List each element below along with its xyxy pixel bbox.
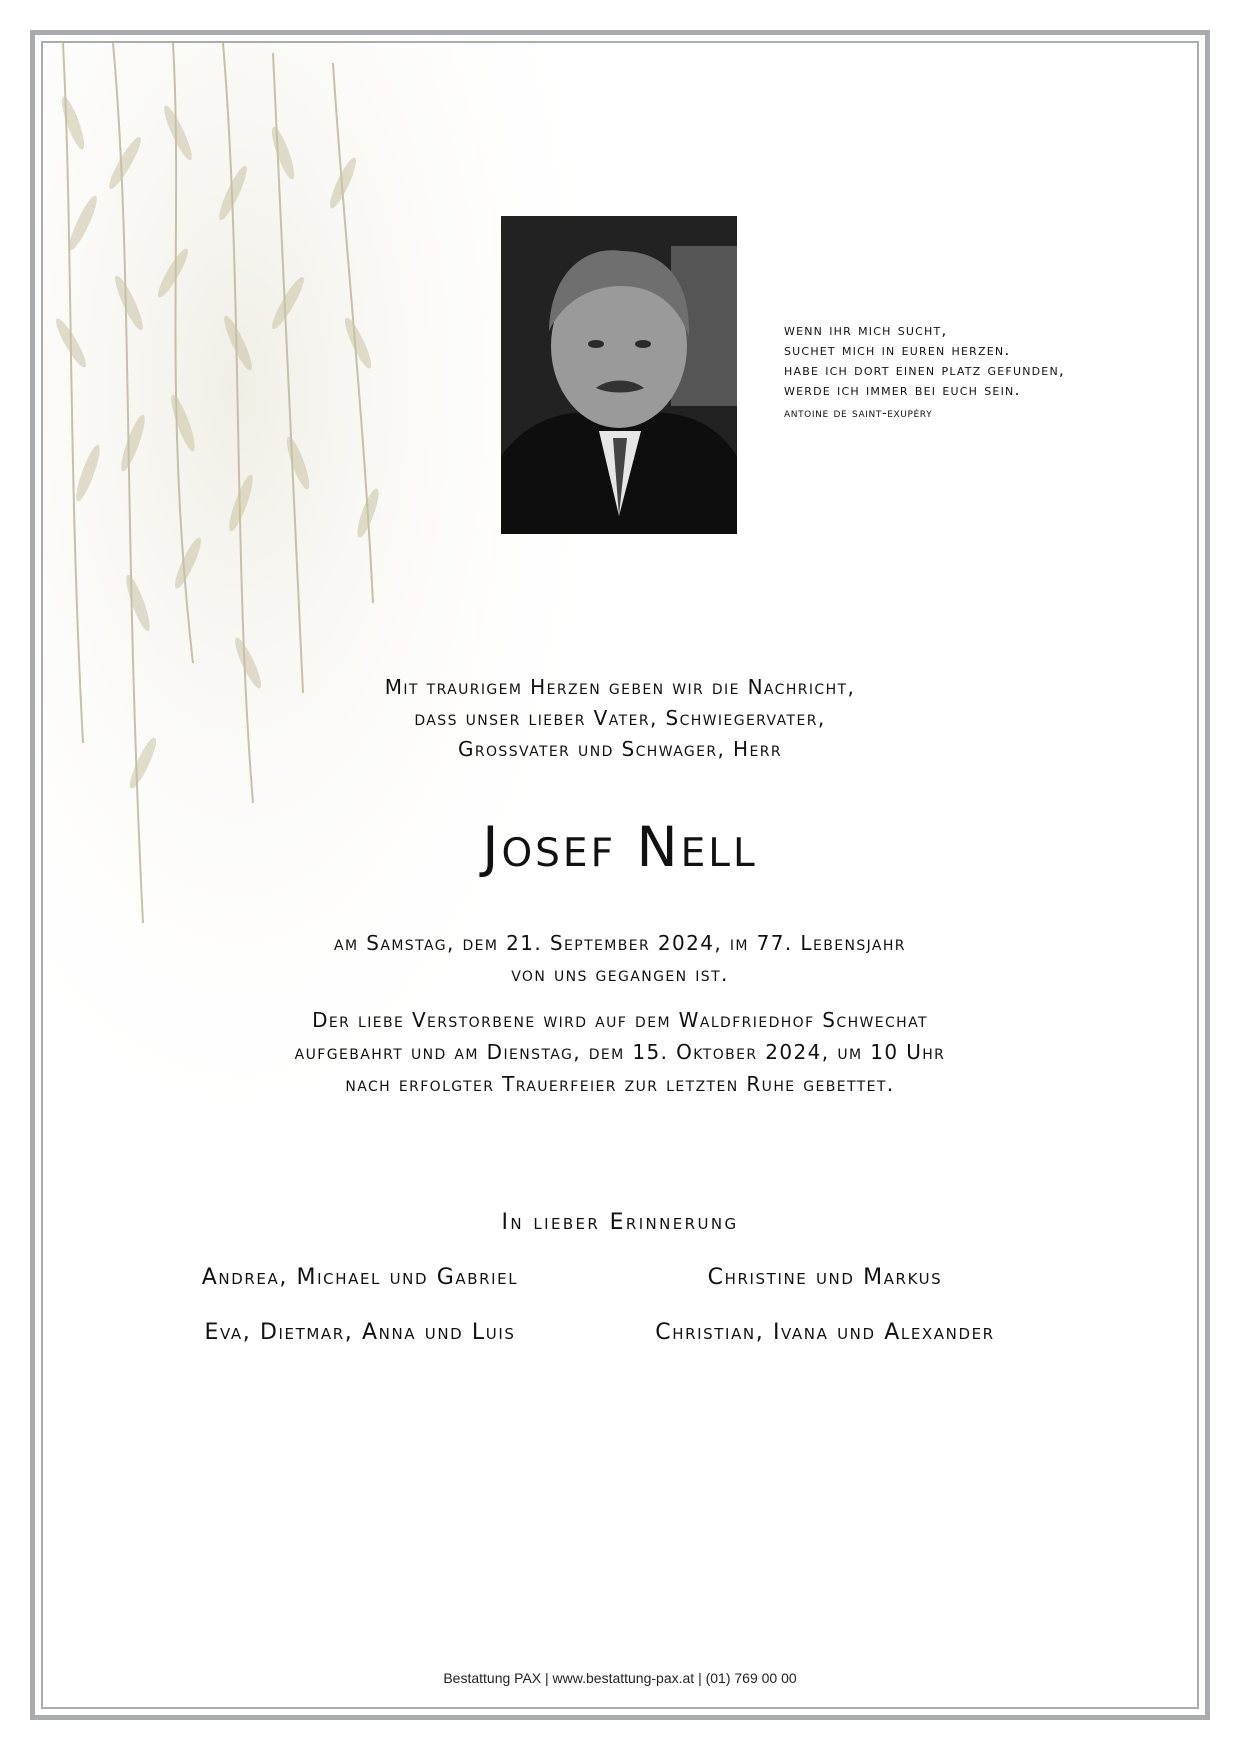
quote-block [784,320,1184,424]
portrait-photo [501,216,737,534]
footer-contact: Bestattung PAX | www.bestattung-pax.at | (01) 769 00 00 [443,1670,797,1686]
quote-line: habe ich dort einen platz gefunden, [784,361,1066,379]
announcement-line: Grossvater und Schwager, Herr [457,737,782,761]
funeral-info-text [40,1004,1200,1100]
funeral-info-line: aufgebahrt und am Dienstag, dem 15. Oktober 2024, um 10 Uhr [294,1040,946,1064]
quote-author: antoine de saint-exupéry [784,406,933,421]
death-date-text [40,928,1200,990]
family-names: Christine und Markus [707,1265,943,1290]
funeral-info-line: Der liebe Verstorbene wird auf dem Waldfriedhof Schwechat [312,1008,928,1032]
memory-heading: In lieber Erinnerung [501,1210,739,1235]
announcement-line: dass unser lieber Vater, Schwiegervater, [414,706,826,730]
quote-line: suchet mich in euren herzen. [784,341,1011,359]
death-date-line: am Samstag, dem 21. September 2024, im 77. Lebensjahr [334,931,906,955]
announcement-text [40,672,1200,765]
death-date-line: von uns gegangen ist. [511,962,729,986]
funeral-info-line: nach erfolgter Trauerfeier zur letzten Ruhe gebettet. [345,1072,895,1096]
family-names: Andrea, Michael und Gabriel [201,1265,519,1290]
deceased-name: Josef Nell [482,815,758,879]
announcement-line: Mit traurigem Herzen geben wir die Nachricht, [384,675,856,699]
family-names: Christian, Ivana und Alexander [655,1320,995,1345]
family-names: Eva, Dietmar, Anna und Luis [204,1320,516,1345]
quote-line: wenn ihr mich sucht, [784,321,948,339]
quote-line: werde ich immer bei euch sein. [784,381,1021,399]
